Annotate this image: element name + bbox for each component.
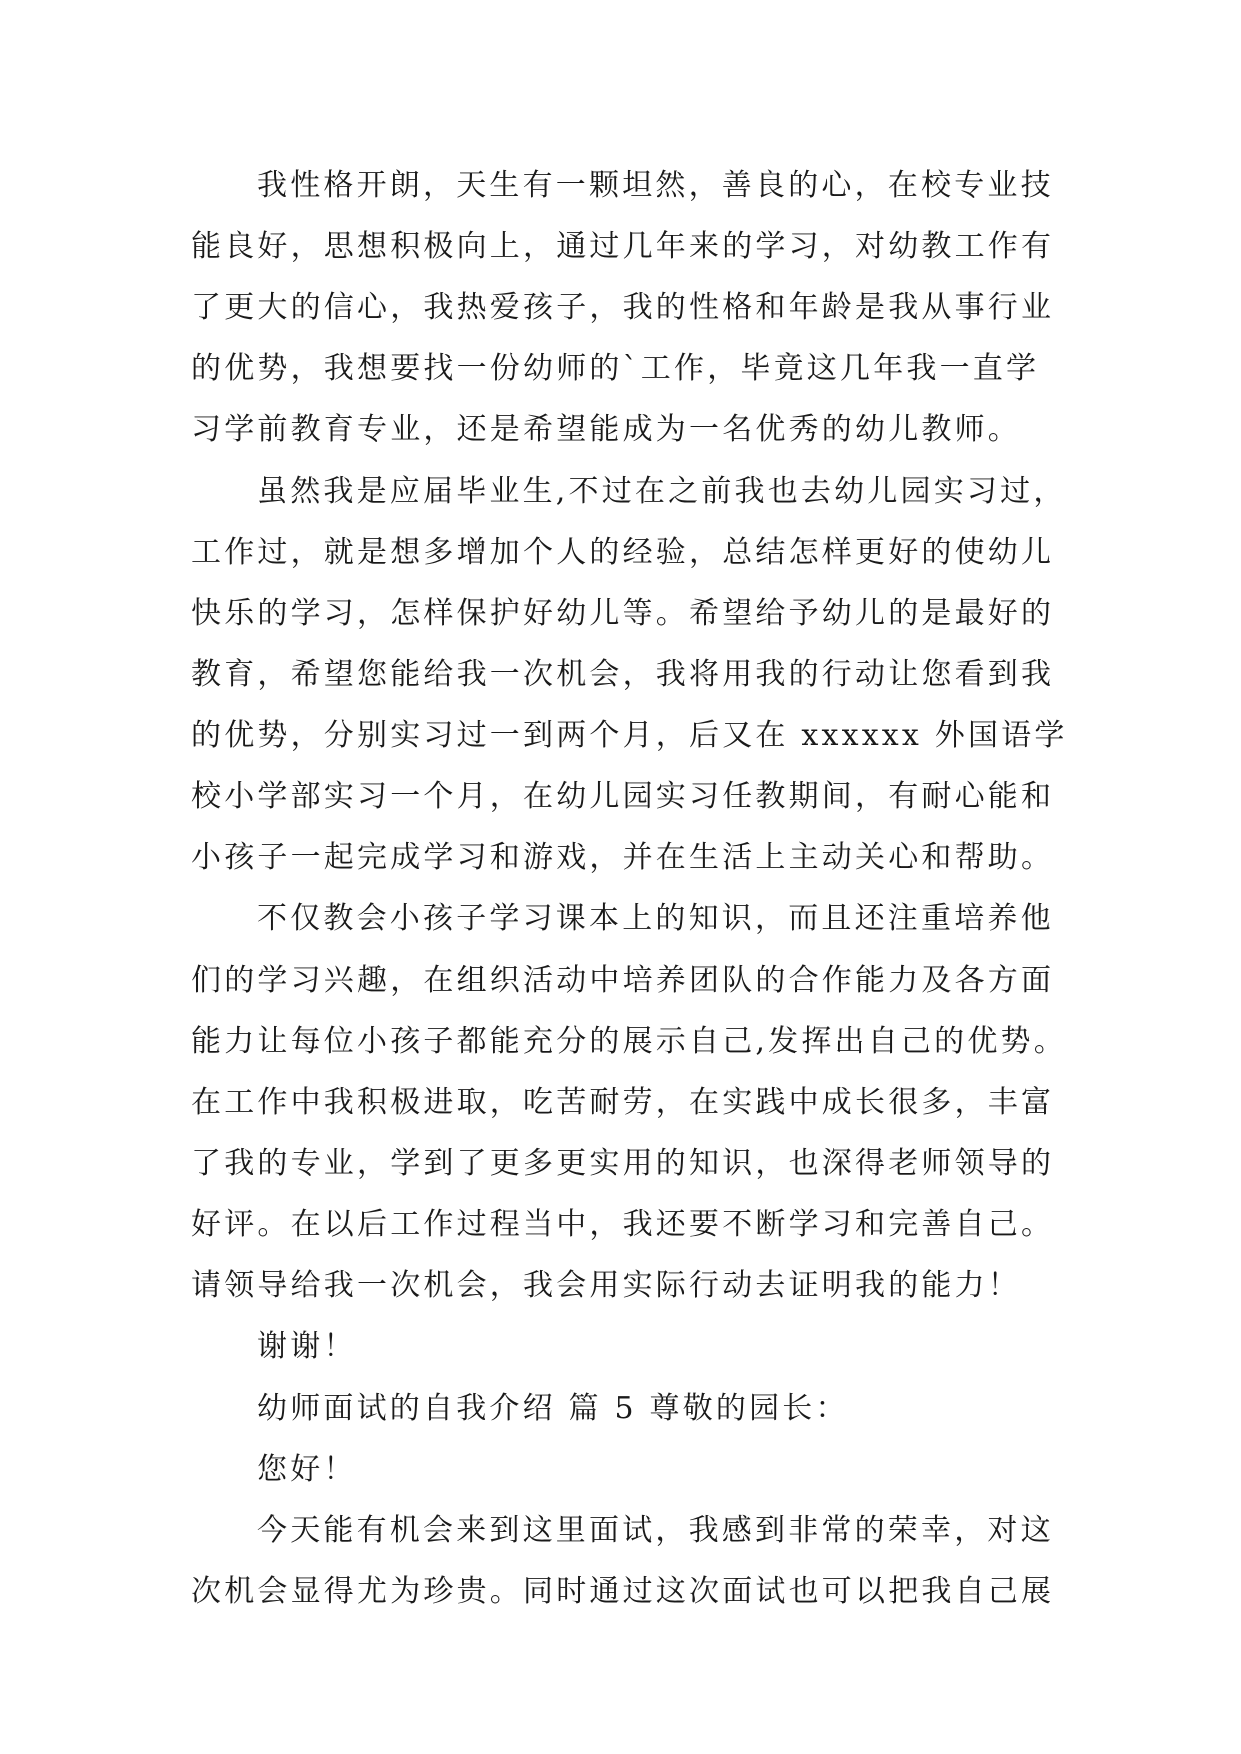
text-line: 在工作中我积极进取，吃苦耐劳，在实践中成长很多，丰富: [191, 1085, 1055, 1120]
text-line: 了更大的信心，我热爱孩子，我的性格和年龄是我从事行业: [191, 290, 1055, 325]
text-line: 能力让每位小孩子都能充分的展示自己,发挥出自己的优势。: [191, 1024, 1067, 1059]
text-line: 校小学部实习一个月，在幼儿园实习任教期间，有耐心能和: [191, 779, 1055, 814]
text-line: 习学前教育专业，还是希望能成为一名优秀的幼儿教师。: [191, 412, 1021, 447]
section-heading: 幼师面试的自我介绍 篇 5 尊敬的园长：: [257, 1391, 849, 1426]
text-line: 好评。在以后工作过程当中，我还要不断学习和完善自己。: [191, 1207, 1055, 1242]
text-line: 的优势，我想要找一份幼师的`工作，毕竟这几年我一直学: [191, 351, 1040, 386]
text-line: 次机会显得尤为珍贵。同时通过这次面试也可以把我自己展: [191, 1574, 1055, 1609]
text-line: 请领导给我一次机会，我会用实际行动去证明我的能力！: [191, 1268, 1021, 1303]
text-line: 们的学习兴趣，在组织活动中培养团队的合作能力及各方面: [191, 963, 1055, 998]
text-line: 的优势，分别实习过一到两个月，后又在 xxxxxx 外国语学: [191, 718, 1068, 753]
text-line: 了我的专业，学到了更多更实用的知识，也深得老师领导的: [191, 1146, 1055, 1181]
text-line: 我性格开朗，天生有一颗坦然，善良的心，在校专业技: [257, 168, 1054, 203]
text-line: 谢谢！: [257, 1329, 357, 1364]
text-line: 虽然我是应届毕业生,不过在之前我也去幼儿园实习过，: [257, 474, 1067, 509]
text-line: 工作过，就是想多增加个人的经验，总结怎样更好的使幼儿: [191, 535, 1055, 570]
text-line: 教育，希望您能给我一次机会，我将用我的行动让您看到我: [191, 657, 1055, 692]
text-line: 不仅教会小孩子学习课本上的知识，而且还注重培养他: [257, 901, 1054, 936]
text-line: 快乐的学习，怎样保护好幼儿等。希望给予幼儿的是最好的: [191, 596, 1055, 631]
text-line: 您好！: [257, 1452, 357, 1487]
text-line: 小孩子一起完成学习和游戏，并在生活上主动关心和帮助。: [191, 840, 1055, 875]
text-line: 能良好，思想积极向上，通过几年来的学习，对幼教工作有: [191, 229, 1055, 264]
text-line: 今天能有机会来到这里面试，我感到非常的荣幸，对这: [257, 1513, 1054, 1548]
